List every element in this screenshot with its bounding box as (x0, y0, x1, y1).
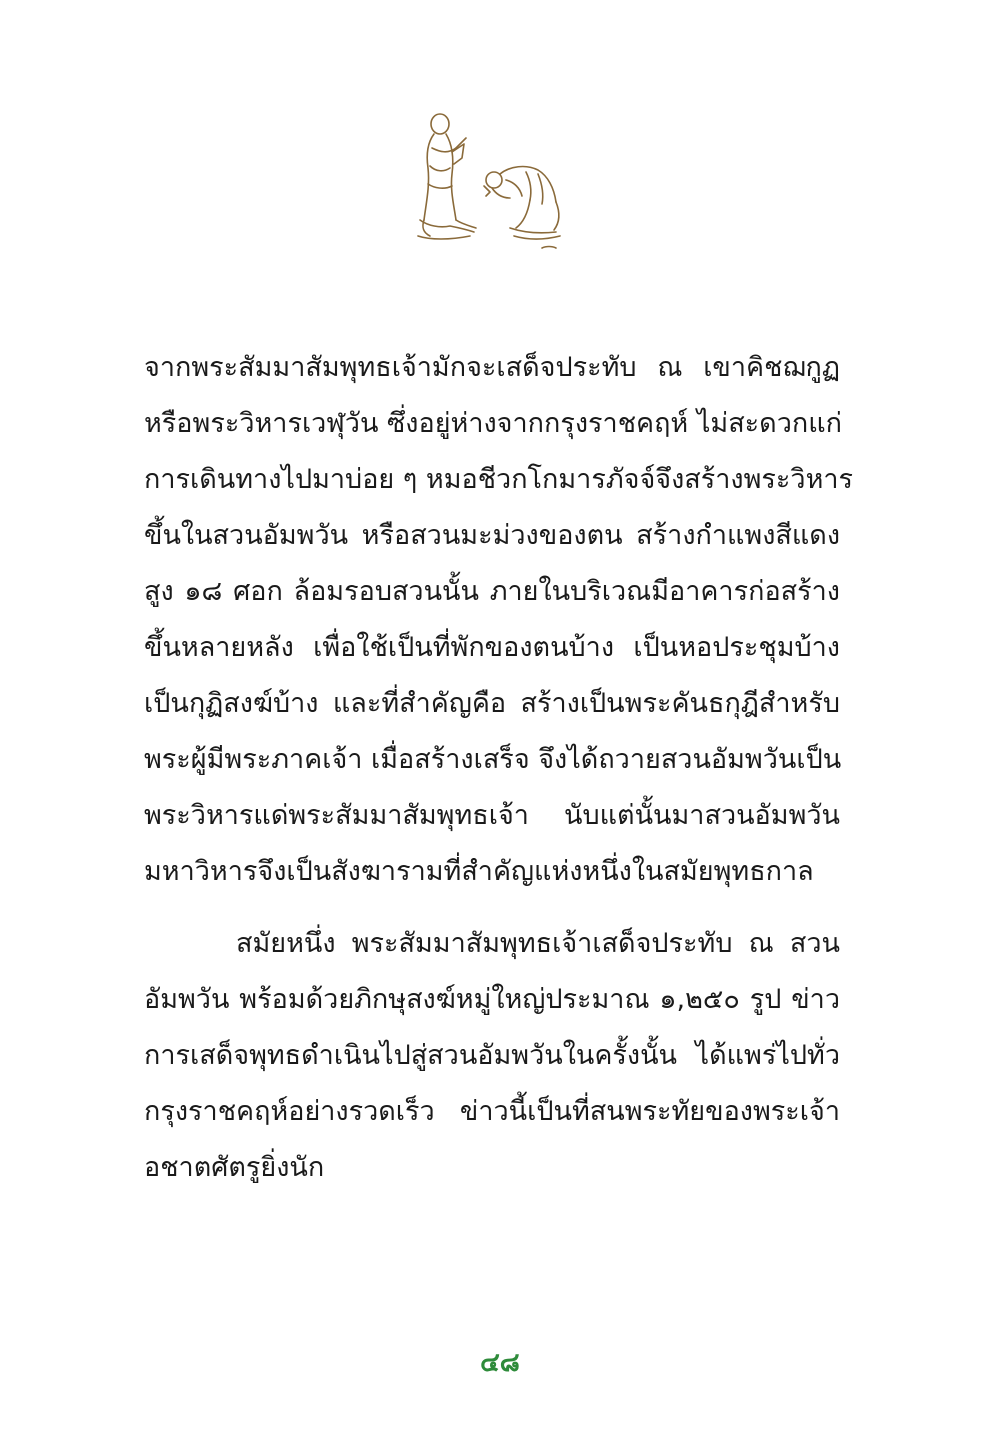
text-line: สูง ๑๘ ศอก ล้อมรอบสวนนั้น ภายในบริเวณมีอาคารก่อสร้าง (144, 576, 840, 607)
text-line: หรือพระวิหารเวฬุวัน ซึ่งอยู่ห่างจากกรุงราชคฤห์ ไม่สะดวกแก่ (144, 408, 842, 439)
text-line: สมัยหนึ่ง พระสัมมาสัมพุทธเจ้าเสด็จประทับ ณ สวน (236, 928, 840, 959)
text-line: การเสด็จพุทธดำเนินไปสู่สวนอัมพวันในครั้งนั้น ได้แพร่ไปทั่ว (144, 1040, 840, 1071)
text-line: ขึ้นในสวนอัมพวัน หรือสวนมะม่วงของตน สร้างกำแพงสีแดง (144, 520, 840, 551)
text-line: กรุงราชคฤห์อย่างรวดเร็ว ข่าวนี้เป็นที่สนพระทัยของพระเจ้า (144, 1096, 840, 1127)
paragraph-2 (144, 916, 840, 1196)
body-text (144, 340, 854, 1196)
text-line: พระวิหารแด่พระสัมมาสัมพุทธเจ้า นับแต่นั้นมาสวนอัมพวัน (144, 800, 840, 831)
page-number: ๔๘ (480, 1348, 520, 1378)
text-line: มหาวิหารจึงเป็นสังฆารามที่สำคัญแห่งหนึ่งในสมัยพุทธกาล (144, 856, 814, 887)
text-line: อัมพวัน พร้อมด้วยภิกษุสงฆ์หมู่ใหญ่ประมาณ ๑,๒๕๐ รูป ข่าว (144, 984, 840, 1015)
text-line: พระผู้มีพระภาคเจ้า เมื่อสร้างเสร็จ จึงได้ถวายสวนอัมพวันเป็น (144, 744, 842, 775)
text-line: การเดินทางไปมาบ่อย ๆ หมอชีวกโกมารภัจจ์จึงสร้างพระวิหาร (144, 464, 854, 495)
paragraph-1 (144, 340, 854, 900)
kneeling-monks-drawing-icon (410, 108, 570, 253)
text-line: ขึ้นหลายหลัง เพื่อใช้เป็นที่พักของตนบ้าง เป็นหอประชุมบ้าง (144, 632, 840, 663)
text-line: จากพระสัมมาสัมพุทธเจ้ามักจะเสด็จประทับ ณ เขาคิชฌกูฏ (144, 352, 840, 383)
text-line: เป็นกุฏิสงฆ์บ้าง และที่สำคัญคือ สร้างเป็นพระคันธกุฎีสำหรับ (144, 688, 840, 719)
text-line: อชาตศัตรูยิ่งนัก (144, 1152, 325, 1183)
